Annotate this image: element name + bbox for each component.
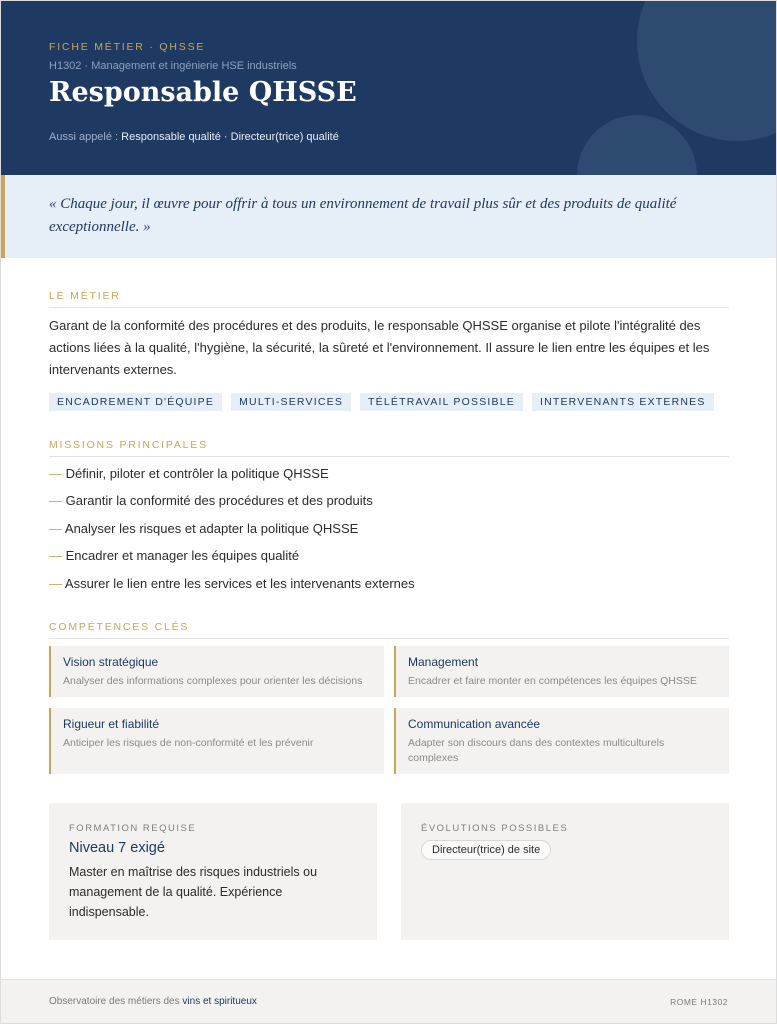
header-kicker: FICHE MÉTIER · QHSSE bbox=[49, 41, 206, 53]
tag: ENCADREMENT D'ÉQUIPE bbox=[49, 393, 222, 411]
footer-prefix: Observatoire des métiers des bbox=[49, 996, 180, 1007]
mission-item bbox=[49, 518, 415, 545]
evolutions-label: ÉVOLUTIONS POSSIBLES bbox=[421, 823, 569, 834]
competence-title: Communication avancée bbox=[408, 717, 541, 731]
competence-title: Vision stratégique bbox=[63, 655, 159, 669]
formation-box bbox=[49, 803, 377, 940]
dash-marker: — bbox=[49, 575, 62, 591]
rome-code-line: H1302 · Management et ingénierie HSE industriels bbox=[49, 60, 297, 72]
competence-title: Management bbox=[408, 655, 479, 669]
metier-description: Garant de la conformité des procédures et des produits, le responsable QHSSE organise et pilote l'intégralité des actions liées à la qualité, l'hygiène, la sécurité, la sûreté et l'environnement. Il assure le lien entre les équipes et les intervenants externes. bbox=[49, 318, 710, 377]
mission-text: Définir, piloter et contrôler la politique QHSSE bbox=[65, 466, 329, 481]
quote-block bbox=[1, 175, 776, 258]
also-called-line bbox=[49, 131, 339, 143]
dash-marker: — bbox=[49, 520, 62, 536]
formation-label: FORMATION REQUISE bbox=[69, 823, 197, 834]
also-called-values: Responsable qualité · Directeur(trice) qualité bbox=[121, 131, 339, 143]
formation-text: Master en maîtrise des risques industriels ou management de la qualité. Expérience indispensable. bbox=[69, 865, 318, 919]
section-title-missions: MISSIONS PRINCIPALES bbox=[49, 439, 729, 457]
dash-marker: — bbox=[49, 493, 62, 509]
footer-code: ROME H1302 bbox=[670, 997, 728, 1007]
footer bbox=[1, 979, 776, 1024]
competence-card bbox=[394, 646, 729, 697]
tag: INTERVENANTS EXTERNES bbox=[532, 393, 714, 411]
competence-card bbox=[49, 708, 384, 774]
mission-item bbox=[49, 545, 415, 572]
quote-text: « Chaque jour, il œuvre pour offrir à tous un environnement de travail plus sûr et des produits de qualité exceptionnelle. » bbox=[49, 196, 677, 235]
tag: MULTI-SERVICES bbox=[231, 393, 351, 411]
dash-marker: — bbox=[49, 548, 62, 564]
tag-list bbox=[49, 393, 714, 411]
competence-title: Rigueur et fiabilité bbox=[63, 717, 160, 731]
mission-item bbox=[49, 573, 415, 600]
footer-left bbox=[49, 996, 257, 1007]
dash-marker: — bbox=[49, 466, 62, 481]
also-called-label: Aussi appelé : bbox=[49, 131, 119, 143]
header-banner bbox=[1, 1, 776, 175]
competence-desc: Adapter son discours dans des contextes multiculturels complexes bbox=[408, 737, 665, 764]
competence-desc: Analyser des informations complexes pour orienter les décisions bbox=[63, 675, 363, 687]
mission-text: Encadrer et manager les équipes qualité bbox=[65, 548, 300, 564]
mission-text: Analyser les risques et adapter la politique QHSSE bbox=[64, 520, 359, 536]
evolutions-box bbox=[401, 803, 729, 940]
mission-item bbox=[49, 463, 415, 490]
footer-highlight: vins et spiritueux bbox=[182, 996, 257, 1007]
tag: TÉLÉTRAVAIL POSSIBLE bbox=[360, 393, 523, 411]
section-title-competences: COMPÉTENCES CLÉS bbox=[49, 621, 729, 639]
formation-level: Niveau 7 exigé bbox=[69, 840, 165, 856]
mission-text: Assurer le lien entre les services et les intervenants externes bbox=[64, 575, 415, 591]
page-title: Responsable QHSSE bbox=[49, 77, 357, 108]
missions-list bbox=[49, 463, 415, 600]
competence-desc: Anticiper les risques de non-conformité et les prévenir bbox=[63, 737, 314, 749]
competence-desc: Encadrer et faire monter en compétences les équipes QHSSE bbox=[408, 675, 697, 687]
competence-card bbox=[49, 646, 384, 697]
mission-text: Garantir la conformité des procédures et des produits bbox=[65, 493, 373, 509]
competence-card bbox=[394, 708, 729, 774]
decorative-circle bbox=[577, 115, 697, 175]
mission-item bbox=[49, 490, 415, 517]
evolution-pill: Directeur(trice) de site bbox=[421, 840, 551, 860]
section-title-metier: LE MÉTIER bbox=[49, 290, 729, 308]
